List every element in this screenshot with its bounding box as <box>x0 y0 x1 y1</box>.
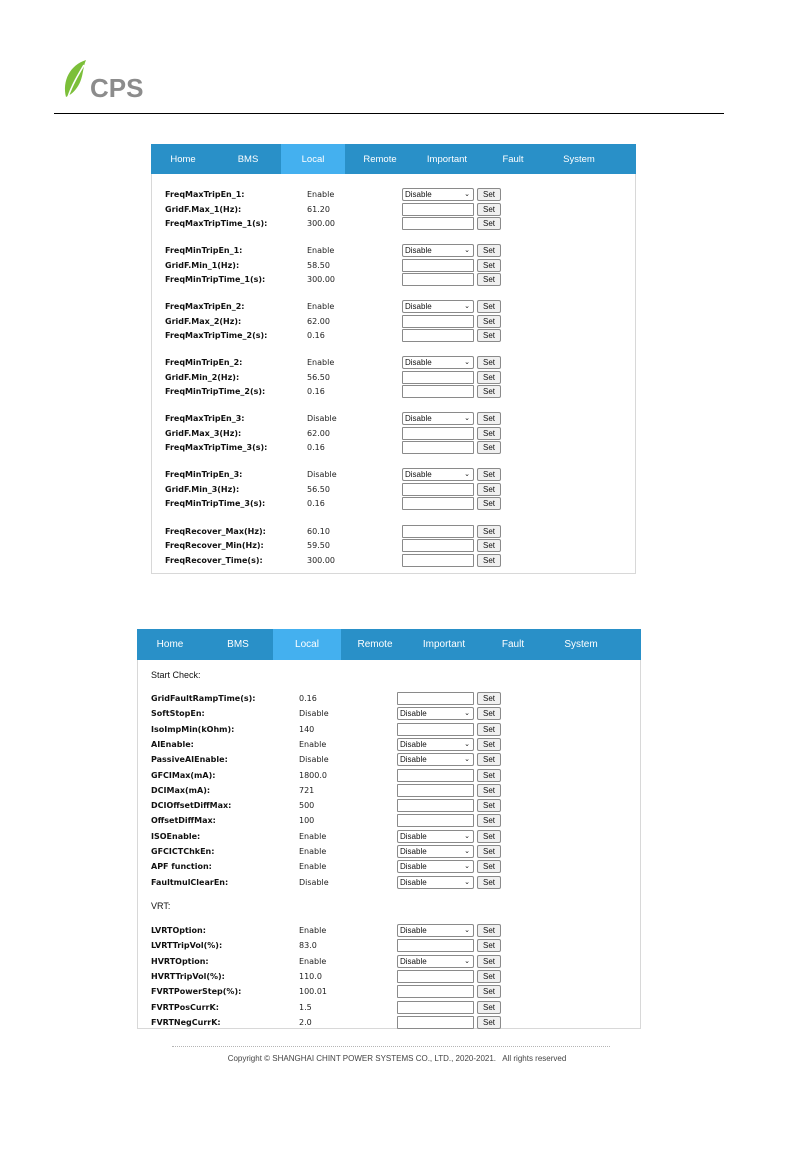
gridf-max-3-hz-input[interactable] <box>402 427 474 440</box>
freqmaxtripen-1-select-value: Disable <box>405 190 432 199</box>
tab-bms[interactable]: BMS <box>237 153 259 165</box>
freqmaxtriptime-2-s-input[interactable] <box>402 329 474 342</box>
dcimax-ma-set-button[interactable]: Set <box>477 784 501 797</box>
gridf-max-2-hz-input[interactable] <box>402 315 474 328</box>
passiveaienable-label: PassiveAIEnable: <box>151 755 228 765</box>
gridf-max-1-hz-label: GridF.Max_1(Hz): <box>165 204 242 214</box>
chevron-down-icon: ⌄ <box>464 415 470 422</box>
dcioffsetdiffmax-set-button[interactable]: Set <box>477 799 501 812</box>
softstopen-set-button[interactable]: Set <box>477 707 501 720</box>
freqmaxtriptime-3-s-input[interactable] <box>402 441 474 454</box>
chevron-down-icon: ⌄ <box>464 832 470 840</box>
freqmintripen-3-set-button[interactable]: Set <box>477 468 501 481</box>
freqrecover-time-s-set-button[interactable]: Set <box>477 554 501 567</box>
softstopen-label: SoftStopEn: <box>151 709 205 719</box>
freqrecover-min-hz-value: 59.50 <box>307 541 330 550</box>
isoimpmin-kohm-input[interactable] <box>397 723 474 736</box>
hvrtoption-select-value: Disable <box>400 956 427 966</box>
gridf-max-2-hz-value: 62.00 <box>307 316 330 326</box>
freqmintripen-3-select[interactable] <box>402 468 474 481</box>
freqmintriptime-1-s-set-button[interactable]: Set <box>477 273 501 286</box>
fvrtposcurrk-value: 1.5 <box>299 1002 312 1012</box>
dcioffsetdiffmax-value: 500 <box>299 801 315 811</box>
offsetdiffmax-value: 100 <box>299 816 315 826</box>
apf-function-select-value: Disable <box>400 862 427 872</box>
freqmaxtriptime-1-s-label: FreqMaxTripTime_1(s): <box>165 219 268 228</box>
tab-important[interactable]: Important <box>426 153 468 165</box>
gridf-min-1-hz-value: 58.50 <box>307 260 330 270</box>
freqrecover-time-s-label: FreqRecover_Time(s): <box>165 555 263 565</box>
lvrtoption-set-button[interactable]: Set <box>477 924 501 937</box>
freqrecover-max-hz-set-button[interactable]: Set <box>477 525 501 538</box>
softstopen-select-value: Disable <box>400 709 427 719</box>
hvrtoption-set-button[interactable]: Set <box>477 955 501 968</box>
freqmintripen-1-label: FreqMinTripEn_1: <box>165 246 243 255</box>
chevron-down-icon: ⌄ <box>464 927 470 934</box>
dcioffsetdiffmax-input[interactable] <box>397 799 474 812</box>
apf-function-set-button[interactable]: Set <box>477 860 501 873</box>
isoimpmin-kohm-label: IsoImpMin(kOhm): <box>151 724 235 734</box>
freqmintripen-3-value: Disable <box>307 470 337 479</box>
isoenable-select[interactable] <box>397 830 474 843</box>
faultmulclearen-select[interactable] <box>397 876 474 889</box>
frequency-settings-body <box>151 174 636 574</box>
freqrecover-min-hz-set-button[interactable]: Set <box>477 539 501 552</box>
freqmintripen-2-set-button[interactable]: Set <box>477 356 501 369</box>
fvrtposcurrk-input[interactable] <box>397 1001 474 1014</box>
gfcimax-ma-set-button[interactable]: Set <box>477 769 501 782</box>
freqmintriptime-3-s-set-button[interactable]: Set <box>477 497 501 510</box>
dcioffsetdiffmax-label: DCIOffsetDiffMax: <box>151 801 232 811</box>
start-check-heading: Start Check: <box>151 670 201 680</box>
gridfaultramptime-s-set-button[interactable]: Set <box>477 692 501 705</box>
freqmaxtripen-1-set-button[interactable]: Set <box>477 188 501 201</box>
faultmulclearen-select-value: Disable <box>400 877 427 887</box>
chevron-down-icon: ⌄ <box>464 848 470 855</box>
gfcictchken-select-value: Disable <box>400 847 427 856</box>
isoenable-set-button[interactable]: Set <box>477 830 501 843</box>
freqmintriptime-1-s-value: 300.00 <box>307 275 335 284</box>
chevron-down-icon: ⌄ <box>464 740 470 748</box>
copyright-text: Copyright © SHANGHAI CHINT POWER SYSTEMS CO., LTD., 2020-2021. <box>227 1054 497 1063</box>
freqmintripen-1-select[interactable] <box>402 244 474 257</box>
hvrttripvol-input[interactable] <box>397 970 474 983</box>
hvrttripvol-set-button[interactable]: Set <box>477 970 501 983</box>
gfcictchken-value: Enable <box>299 847 327 856</box>
gfcimax-ma-input[interactable] <box>397 769 474 782</box>
freqmaxtriptime-2-s-value: 0.16 <box>307 331 325 340</box>
gridf-max-2-hz-label: GridF.Max_2(Hz): <box>165 316 242 326</box>
nav-bar <box>151 144 636 174</box>
freqmintripen-3-label: FreqMinTripEn_3: <box>165 470 243 479</box>
rights-text: All rights reserved <box>502 1054 567 1063</box>
isoimpmin-kohm-set-button[interactable]: Set <box>477 723 501 736</box>
lvrtoption-value: Enable <box>299 926 327 935</box>
tab-fault[interactable]: Fault <box>501 639 525 650</box>
gridf-min-3-hz-set-button[interactable]: Set <box>477 483 501 496</box>
aienable-set-button[interactable]: Set <box>477 738 501 751</box>
freqmintripen-2-value: Enable <box>307 358 335 367</box>
tab-home[interactable]: Home <box>156 639 184 650</box>
isoimpmin-kohm-value: 140 <box>299 724 315 734</box>
chevron-down-icon: ⌄ <box>464 191 470 198</box>
fvrtpowerstep-label: FVRTPowerStep(%): <box>151 987 242 997</box>
chevron-down-icon: ⌄ <box>464 247 470 254</box>
apf-function-select[interactable] <box>397 860 474 873</box>
gridf-min-3-hz-label: GridF.Min_3(Hz): <box>165 484 240 494</box>
aienable-value: Enable <box>299 739 327 749</box>
gridf-min-1-hz-set-button[interactable]: Set <box>477 259 501 272</box>
passiveaienable-select-value: Disable <box>400 755 427 765</box>
offsetdiffmax-set-button[interactable]: Set <box>477 814 501 827</box>
freqmaxtripen-1-select[interactable] <box>402 188 474 201</box>
chevron-down-icon: ⌄ <box>464 863 470 871</box>
aienable-label: AIEnable: <box>151 739 194 749</box>
gfcictchken-set-button[interactable]: Set <box>477 845 501 858</box>
passiveaienable-value: Disable <box>299 755 329 765</box>
freqmaxtriptime-3-s-label: FreqMaxTripTime_3(s): <box>165 443 268 452</box>
start-check-panel <box>137 629 641 1029</box>
isoenable-select-value: Disable <box>400 831 427 841</box>
freqmintriptime-2-s-set-button[interactable]: Set <box>477 385 501 398</box>
cps-logo <box>60 57 164 103</box>
freqmaxtripen-3-value: Disable <box>307 414 337 423</box>
tab-remote[interactable]: Remote <box>363 153 397 165</box>
chevron-down-icon: ⌄ <box>464 756 470 764</box>
freqmaxtripen-1-value: Enable <box>307 190 335 199</box>
leaf-icon <box>60 57 164 103</box>
fvrtnegcurrk-value: 2.0 <box>299 1017 312 1027</box>
header-rule <box>54 113 724 114</box>
gridf-min-1-hz-label: GridF.Min_1(Hz): <box>165 260 240 270</box>
gridf-min-1-hz-input[interactable] <box>402 259 474 272</box>
gridf-min-3-hz-value: 56.50 <box>307 484 330 494</box>
lvrttripvol-set-button[interactable]: Set <box>477 939 501 952</box>
freqmaxtripen-2-label: FreqMaxTripEn_2: <box>165 302 245 311</box>
freqmintripen-2-label: FreqMinTripEn_2: <box>165 358 243 367</box>
gridf-min-3-hz-input[interactable] <box>402 483 474 496</box>
gridf-max-3-hz-label: GridF.Max_3(Hz): <box>165 428 242 438</box>
isoenable-value: Enable <box>299 831 327 841</box>
freqmintripen-2-select-value: Disable <box>405 358 432 367</box>
fvrtpowerstep-value: 100.01 <box>299 987 327 997</box>
freqmintripen-1-select-value: Disable <box>405 246 432 255</box>
gfcimax-ma-label: GFCIMax(mA): <box>151 770 216 780</box>
freqrecover-max-hz-input[interactable] <box>402 525 474 538</box>
gfcimax-ma-value: 1800.0 <box>299 770 327 780</box>
gridf-max-1-hz-value: 61.20 <box>307 204 330 214</box>
chevron-down-icon: ⌄ <box>464 710 470 718</box>
freqmintripen-2-select[interactable] <box>402 356 474 369</box>
dcimax-ma-value: 721 <box>299 785 315 795</box>
gfcictchken-select[interactable] <box>397 845 474 858</box>
freqmaxtriptime-3-s-value: 0.16 <box>307 443 325 452</box>
fvrtpowerstep-input[interactable] <box>397 985 474 998</box>
freqmintriptime-3-s-input[interactable] <box>402 497 474 510</box>
tab-bms[interactable]: BMS <box>227 639 249 650</box>
chevron-down-icon: ⌄ <box>464 303 470 310</box>
hvrtoption-value: Enable <box>299 956 327 966</box>
hvrttripvol-value: 110.0 <box>299 971 322 981</box>
freqmaxtriptime-1-s-set-button[interactable]: Set <box>477 217 501 230</box>
hvrtoption-label: HVRTOption: <box>151 956 209 966</box>
freqmintripen-3-select-value: Disable <box>405 470 432 479</box>
freqrecover-max-hz-label: FreqRecover_Max(Hz): <box>165 526 266 536</box>
freqmaxtripen-1-label: FreqMaxTripEn_1: <box>165 190 245 199</box>
dcimax-ma-label: DCIMax(mA): <box>151 785 211 795</box>
freqmintriptime-3-s-value: 0.16 <box>307 499 325 508</box>
faultmulclearen-value: Disable <box>299 877 329 887</box>
lvrtoption-label: LVRTOption: <box>151 926 206 935</box>
gfcictchken-label: GFCICTChkEn: <box>151 847 215 856</box>
freqrecover-max-hz-value: 60.10 <box>307 526 330 536</box>
aienable-select-value: Disable <box>400 739 427 749</box>
passiveaienable-set-button[interactable]: Set <box>477 753 501 766</box>
fvrtnegcurrk-set-button[interactable]: Set <box>477 1016 501 1029</box>
lvrttripvol-input[interactable] <box>397 939 474 952</box>
freqmaxtriptime-1-s-value: 300.00 <box>307 219 335 228</box>
freqrecover-time-s-value: 300.00 <box>307 555 335 565</box>
gridf-max-3-hz-set-button[interactable]: Set <box>477 427 501 440</box>
chevron-down-icon: ⌄ <box>464 359 470 366</box>
offsetdiffmax-input[interactable] <box>397 814 474 827</box>
freqmaxtripen-3-select[interactable] <box>402 412 474 425</box>
chevron-down-icon: ⌄ <box>464 471 470 478</box>
freqmaxtriptime-3-s-set-button[interactable]: Set <box>477 441 501 454</box>
freqmintripen-1-value: Enable <box>307 246 335 255</box>
freqmintriptime-2-s-input[interactable] <box>402 385 474 398</box>
hvrttripvol-label: HVRTTripVol(%): <box>151 971 225 981</box>
freqmaxtriptime-1-s-input[interactable] <box>402 217 474 230</box>
lvrtoption-select[interactable] <box>397 924 474 937</box>
faultmulclearen-set-button[interactable]: Set <box>477 876 501 889</box>
dcimax-ma-input[interactable] <box>397 784 474 797</box>
passiveaienable-select[interactable] <box>397 753 474 766</box>
gridf-max-3-hz-value: 62.00 <box>307 428 330 438</box>
lvrttripvol-label: LVRTTripVol(%): <box>151 941 223 951</box>
gridf-min-2-hz-value: 56.50 <box>307 372 330 382</box>
fvrtnegcurrk-label: FVRTNegCurrK: <box>151 1017 221 1027</box>
lvrttripvol-value: 83.0 <box>299 941 317 951</box>
fvrtposcurrk-label: FVRTPosCurrK: <box>151 1002 219 1012</box>
lvrtoption-select-value: Disable <box>400 926 427 935</box>
gridf-max-1-hz-set-button[interactable]: Set <box>477 203 501 216</box>
freqrecover-min-hz-input[interactable] <box>402 539 474 552</box>
tab-home[interactable]: Home <box>170 153 196 165</box>
freqrecover-time-s-input[interactable] <box>402 554 474 567</box>
fvrtposcurrk-set-button[interactable]: Set <box>477 1001 501 1014</box>
fvrtnegcurrk-input[interactable] <box>397 1016 474 1029</box>
gridf-min-2-hz-set-button[interactable]: Set <box>477 371 501 384</box>
gridf-min-2-hz-label: GridF.Min_2(Hz): <box>165 372 240 382</box>
freqmaxtripen-2-set-button[interactable]: Set <box>477 300 501 313</box>
gridfaultramptime-s-input[interactable] <box>397 692 474 705</box>
tab-system[interactable]: System <box>564 639 598 650</box>
freqmaxtriptime-2-s-set-button[interactable]: Set <box>477 329 501 342</box>
freqmintriptime-2-s-label: FreqMinTripTime_2(s): <box>165 387 266 396</box>
freqmaxtripen-2-select[interactable] <box>402 300 474 313</box>
softstopen-select[interactable] <box>397 707 474 720</box>
logo-text: CPS <box>90 73 144 103</box>
freqmintriptime-1-s-input[interactable] <box>402 273 474 286</box>
tab-system[interactable]: System <box>563 153 595 165</box>
frequency-settings-panel <box>151 144 636 574</box>
freqmaxtripen-3-set-button[interactable]: Set <box>477 412 501 425</box>
tab-local[interactable]: Local <box>273 629 341 660</box>
footer-rule <box>172 1046 610 1047</box>
offsetdiffmax-label: OffsetDiffMax: <box>151 816 216 826</box>
aienable-select[interactable] <box>397 738 474 751</box>
freqmaxtripen-3-select-value: Disable <box>405 414 432 423</box>
freqmaxtripen-2-value: Enable <box>307 302 335 311</box>
faultmulclearen-label: FaultmulClearEn: <box>151 877 229 887</box>
isoenable-label: ISOEnable: <box>151 831 201 841</box>
freqmaxtripen-2-select-value: Disable <box>405 302 432 311</box>
hvrtoption-select[interactable] <box>397 955 474 968</box>
gridf-max-2-hz-set-button[interactable]: Set <box>477 315 501 328</box>
freqmaxtriptime-2-s-label: FreqMaxTripTime_2(s): <box>165 331 268 340</box>
freqmaxtripen-3-label: FreqMaxTripEn_3: <box>165 414 245 423</box>
footer <box>0 1054 794 1063</box>
freqmintriptime-2-s-value: 0.16 <box>307 387 325 396</box>
vrt-heading: VRT: <box>151 901 171 911</box>
chevron-down-icon: ⌄ <box>464 878 470 886</box>
softstopen-value: Disable <box>299 709 329 719</box>
start-check-body <box>137 660 641 1029</box>
gridfaultramptime-s-value: 0.16 <box>299 694 317 703</box>
tab-fault[interactable]: Fault <box>502 153 524 165</box>
freqmintriptime-3-s-label: FreqMinTripTime_3(s): <box>165 499 266 508</box>
gridf-max-1-hz-input[interactable] <box>402 203 474 216</box>
freqmintripen-1-set-button[interactable]: Set <box>477 244 501 257</box>
apf-function-label: APF function: <box>151 862 212 872</box>
chevron-down-icon: ⌄ <box>464 957 470 965</box>
freqrecover-min-hz-label: FreqRecover_Min(Hz): <box>165 541 264 550</box>
nav-bar <box>137 629 641 660</box>
gridfaultramptime-s-label: GridFaultRampTime(s): <box>151 694 256 703</box>
tab-remote[interactable]: Remote <box>357 639 393 650</box>
gridf-min-2-hz-input[interactable] <box>402 371 474 384</box>
apf-function-value: Enable <box>299 862 327 872</box>
tab-important[interactable]: Important <box>422 639 466 650</box>
freqmintriptime-1-s-label: FreqMinTripTime_1(s): <box>165 275 266 284</box>
fvrtpowerstep-set-button[interactable]: Set <box>477 985 501 998</box>
tab-local[interactable]: Local <box>281 144 345 174</box>
